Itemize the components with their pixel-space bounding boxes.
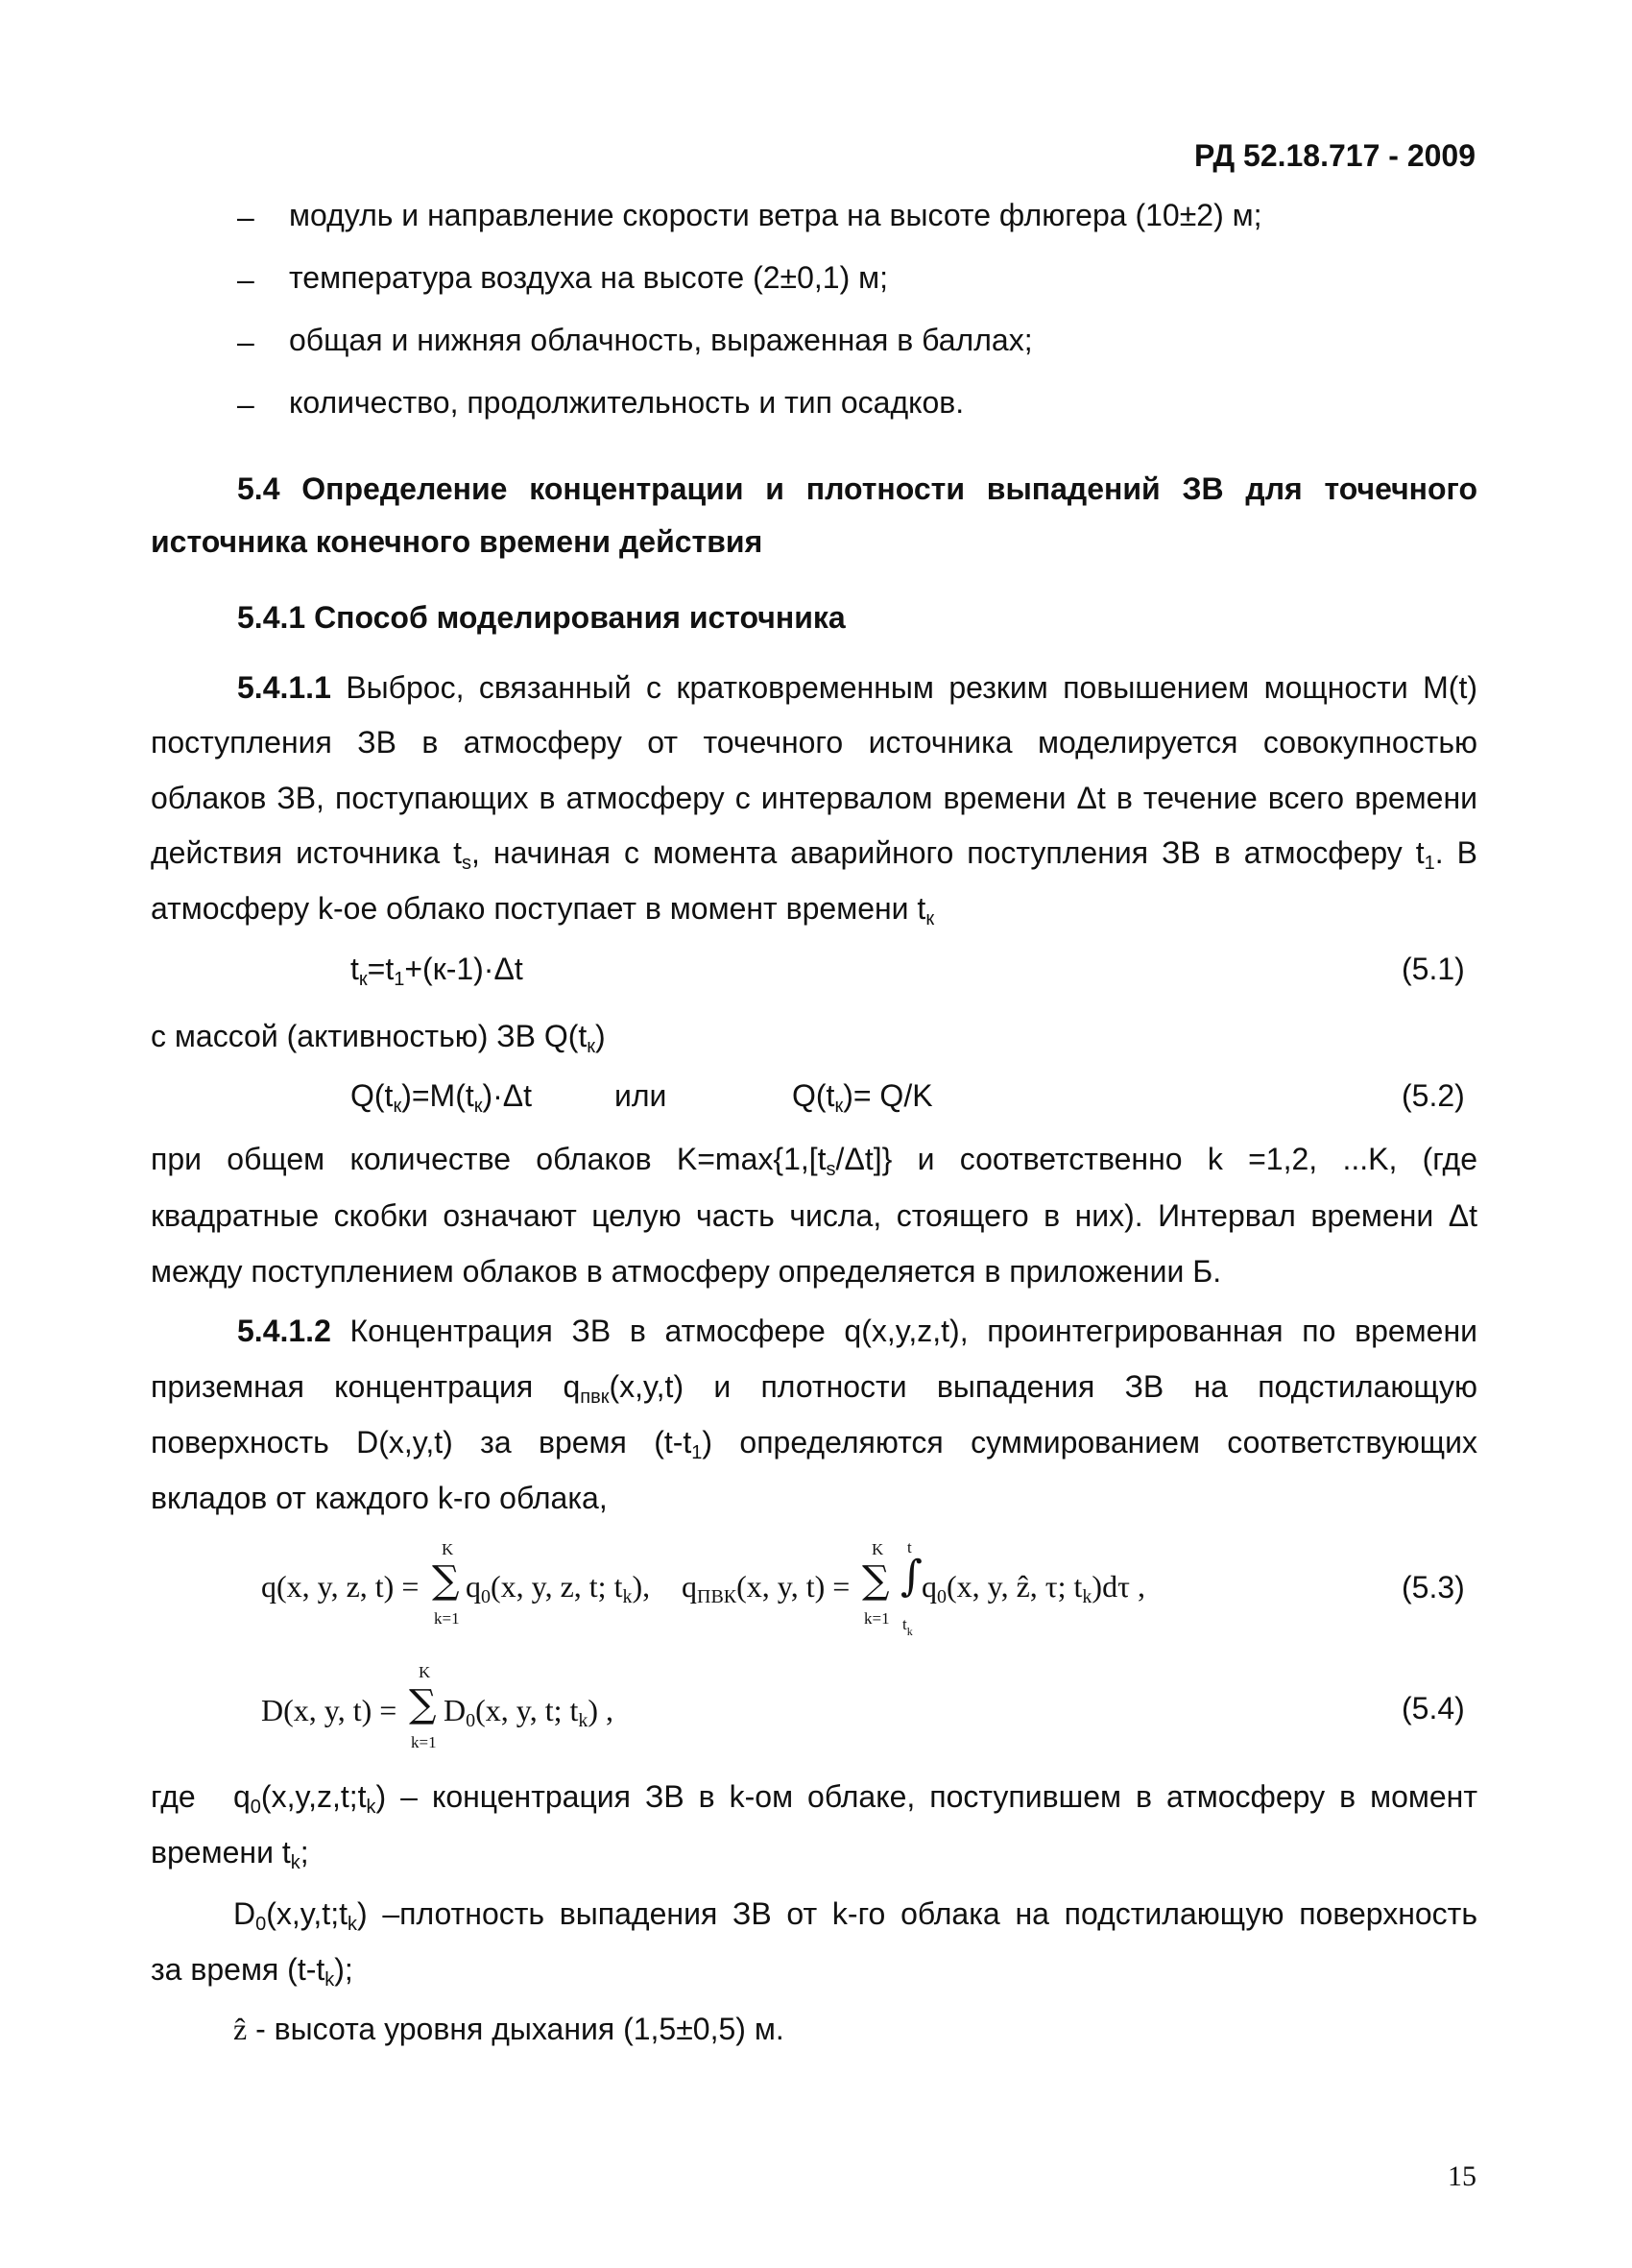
text-run: ) ,: [588, 1693, 614, 1727]
eq-lhs: q(x, y, z, t) =: [261, 1569, 420, 1604]
text-run: Q(t: [350, 1078, 394, 1113]
subscript: 1: [1424, 853, 1435, 874]
subscript: к: [358, 969, 368, 990]
text-run: );: [334, 1952, 353, 1987]
text-run: +(к-1)·Δt: [404, 952, 523, 986]
text-run: q: [682, 1569, 697, 1604]
subscript: 0: [250, 1797, 261, 1818]
clause-number: 5.4.1.1: [237, 670, 331, 705]
eq-term: [444, 1693, 614, 1731]
paragraph-5-4-1-1-line1: [237, 672, 1477, 703]
eq-term: [466, 1569, 651, 1607]
paragraph-text: Выброс, связанный с кратковременным резким повышением мощности M(t): [346, 670, 1478, 705]
paragraph-5-4-1-2-line1: [237, 1315, 1477, 1346]
definition-d0-line1: [233, 1896, 1477, 1935]
subscript: k: [347, 1914, 357, 1935]
text-run: времени t: [151, 1835, 291, 1870]
paragraph-5-4-1-1-line3: облаков ЗВ, поступающих в атмосферу с интервалом времени Δt в течение всего времени: [151, 781, 1477, 815]
equation-number: (5.3): [1402, 1570, 1465, 1604]
text-run: ),: [632, 1569, 651, 1604]
sum-lower-limit: k=1: [864, 1609, 890, 1628]
text-run: )·Δt: [482, 1078, 533, 1113]
text-run: за время (t-t: [151, 1952, 325, 1987]
integral-lower-limit: [902, 1615, 913, 1638]
definition-d0-line2: [151, 1952, 353, 1991]
text-run: ) – концентрация ЗВ в k-ом облаке, поступившем в атмосферу в момент: [375, 1779, 1477, 1814]
sum-upper-limit: K: [442, 1540, 454, 1558]
definition-q0-line1: [233, 1779, 1477, 1818]
text-run: ): [595, 1019, 606, 1053]
integral-upper-limit: t: [907, 1538, 912, 1556]
text-run: приземная концентрация q: [151, 1369, 581, 1404]
text-run: =t: [367, 952, 395, 986]
definition-z-hat: [233, 2014, 784, 2044]
text-run: t: [902, 1615, 907, 1633]
list-item: общая и нижняя облачность, выраженная в баллах;: [289, 323, 1033, 357]
subscript: к: [393, 1096, 402, 1117]
text-run: ;: [300, 1835, 309, 1870]
eq-integrand: [922, 1569, 1145, 1607]
clouds-paragraph-line3: между поступлением облаков в атмосферу определяется в приложении Б.: [151, 1254, 1222, 1289]
subscript: k: [906, 1625, 913, 1638]
subscript: 1: [691, 1442, 703, 1463]
text-run: t: [350, 952, 359, 986]
subscript: ПВК: [697, 1586, 737, 1607]
paragraph-5-4-1-2-line2: [151, 1369, 1478, 1408]
equation-or: или: [614, 1078, 667, 1113]
text-run: ) определяются суммированием соответствующих: [702, 1425, 1478, 1460]
text-run: - высота уровня дыхания (1,5±0,5) м.: [247, 2012, 784, 2046]
mass-line: [151, 1019, 606, 1057]
clause-number: 5.4.1.2: [237, 1314, 331, 1348]
text-run: действия источника t: [151, 835, 463, 870]
definition-q0-line2: [151, 1835, 309, 1873]
text-run: ẑ: [233, 2012, 248, 2046]
text-run: )= Q/K: [843, 1078, 933, 1113]
sum-upper-limit: K: [419, 1663, 431, 1681]
sum-icon: ∑: [862, 1558, 890, 1603]
text-run: )dτ ,: [1092, 1569, 1145, 1604]
bullet-marker: –: [237, 262, 254, 297]
clouds-paragraph-line2: квадратные скобки означают целую часть числа, стоящего в них). Интервал времени Δt: [151, 1198, 1477, 1233]
where-label: где: [151, 1779, 196, 1814]
page-number: 15: [1448, 2160, 1476, 2192]
subscript: к: [834, 1096, 844, 1117]
equation-5-1: [350, 952, 523, 990]
text-run: , начиная с момента аварийного поступления ЗВ в атмосферу t: [471, 835, 1425, 870]
subscript: s: [826, 1159, 836, 1180]
sum-upper-limit: K: [872, 1540, 884, 1558]
equation-number: (5.4): [1402, 1691, 1465, 1725]
text-run: )=M(t: [401, 1078, 474, 1113]
text-run: (x,y,z,t;t: [260, 1779, 367, 1814]
sum-icon: ∑: [409, 1682, 437, 1726]
sum-lower-limit: k=1: [411, 1733, 437, 1751]
sum-icon: ∑: [432, 1558, 460, 1603]
subscript: k: [622, 1586, 633, 1607]
subsection-heading: 5.4.1 Способ моделирования источника: [237, 600, 846, 635]
equation-number: (5.1): [1402, 952, 1465, 986]
bullet-marker: –: [237, 325, 254, 359]
subscript: k: [290, 1852, 300, 1873]
list-item: модуль и направление скорости ветра на высоте флюгера (10±2) м;: [289, 198, 1262, 232]
list-item: температура воздуха на высоте (2±0,1) м;: [289, 260, 889, 295]
paragraph-5-4-1-1-line2: поступления ЗВ в атмосферу от точечного источника моделируется совокупностью: [151, 725, 1477, 760]
text-run: D: [233, 1896, 256, 1931]
bullet-marker: –: [237, 200, 254, 234]
text-run: . В: [1434, 835, 1478, 870]
subscript: 0: [255, 1914, 267, 1935]
integral-icon: ∫: [900, 1552, 923, 1601]
text-run: (x, y, t; t: [475, 1693, 579, 1727]
text-run: Q(t: [792, 1078, 835, 1113]
paragraph-5-4-1-2-line3: [151, 1425, 1478, 1463]
text-run: (x, y, ẑ, τ; t: [947, 1569, 1083, 1604]
text-run: (x, y, z, t; t: [491, 1569, 623, 1604]
subscript: k: [1082, 1586, 1092, 1607]
subscript: s: [462, 853, 472, 874]
subscript: к: [473, 1096, 483, 1117]
text-run: с массой (активностью) ЗВ Q(t: [151, 1019, 588, 1053]
text-run: D: [444, 1693, 467, 1727]
sum-lower-limit: k=1: [434, 1609, 460, 1628]
bullet-marker: –: [237, 387, 254, 422]
text-run: (x,y,t) и плотности выпадения ЗВ на подстилающую: [609, 1369, 1478, 1404]
subscript: 0: [466, 1710, 476, 1731]
section-heading-line1: 5.4 Определение концентрации и плотности выпадений ЗВ для точечного: [237, 471, 1477, 506]
subscript: k: [578, 1710, 588, 1731]
section-heading-line2: источника конечного времени действия: [151, 524, 763, 559]
paragraph-5-4-1-1-line4: [151, 835, 1478, 874]
subscript: k: [366, 1797, 376, 1818]
equation-5-2-right: [792, 1078, 933, 1117]
text-run: q: [466, 1569, 481, 1604]
text-run: атмосферу k-ое облако поступает в момент времени t: [151, 891, 926, 926]
list-item: количество, продолжительность и тип осадков.: [289, 385, 965, 420]
subscript: пвк: [580, 1387, 610, 1408]
text-run: (x,y,t;t: [266, 1896, 348, 1931]
subscript: к: [587, 1036, 596, 1057]
paragraph-5-4-1-2-line4: вкладов от каждого k-го облака,: [151, 1481, 608, 1515]
subscript: 1: [394, 969, 405, 990]
subscript: 0: [937, 1586, 947, 1607]
text-run: (x, y, t) =: [736, 1569, 851, 1604]
paragraph-text: Концентрация ЗВ в атмосфере q(x,y,z,t), проинтегрированная по времени: [349, 1314, 1478, 1348]
eq-lhs2: [682, 1569, 851, 1607]
subscript: k: [324, 1969, 335, 1991]
text-run: q: [233, 1779, 251, 1814]
text-run: /Δt]} и соответственно k =1,2, ...K, (где: [835, 1142, 1478, 1176]
subscript: 0: [481, 1586, 491, 1607]
clouds-paragraph-line1: [151, 1142, 1478, 1180]
text-run: при общем количестве облаков K=max{1,[t: [151, 1142, 827, 1176]
paragraph-5-4-1-1-line5: [151, 891, 935, 929]
eq-lhs: D(x, y, t) =: [261, 1693, 397, 1727]
subscript: к: [925, 908, 935, 929]
document-number: РД 52.18.717 - 2009: [1194, 138, 1476, 173]
equation-5-2-left: [350, 1078, 533, 1117]
equation-number: (5.2): [1402, 1078, 1465, 1113]
text-run: ) –плотность выпадения ЗВ от k-го облака на подстилающую поверхность: [356, 1896, 1477, 1931]
text-run: q: [922, 1569, 937, 1604]
text-run: поверхность D(x,y,t) за время (t-t: [151, 1425, 692, 1460]
